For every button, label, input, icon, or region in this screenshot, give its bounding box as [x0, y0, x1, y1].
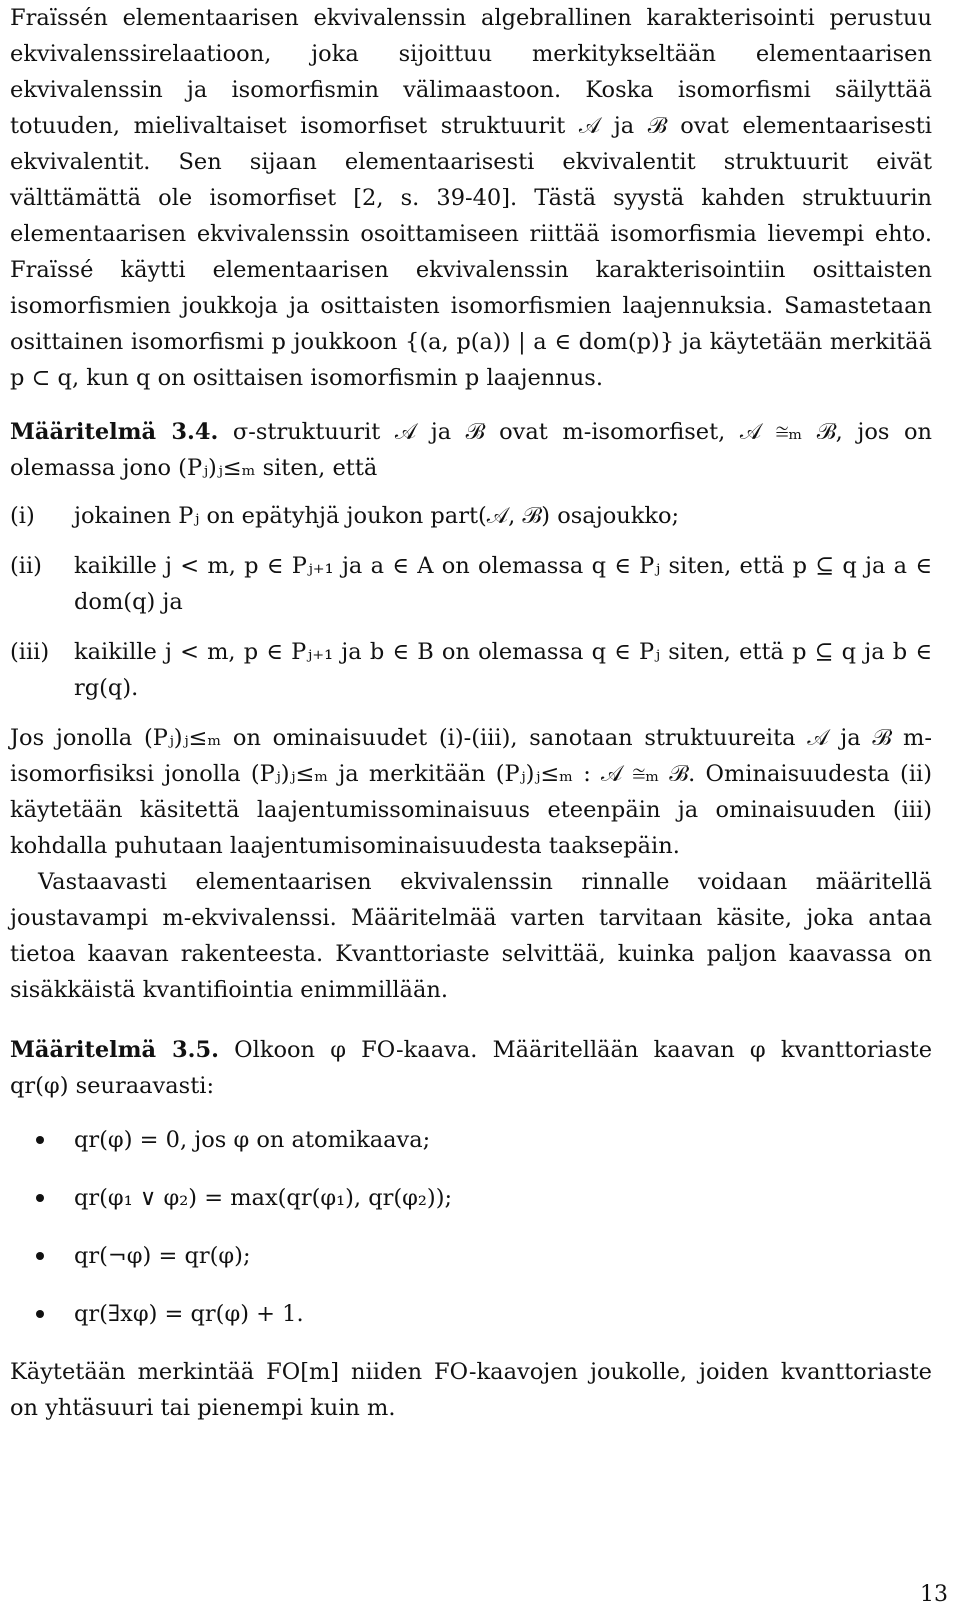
rule-text: qr(∃xφ) = qr(φ) + 1.: [74, 1301, 304, 1327]
rule-text: qr(φ) = 0, jos φ on atomikaava;: [74, 1127, 431, 1153]
condition-label: (i): [10, 503, 35, 529]
condition-ii: [10, 548, 932, 620]
definition-3-4-label: Määritelmä 3.4.: [10, 419, 219, 445]
definition-3-4-remarks: Jos jonolla (Pⱼ)ⱼ≤ₘ on ominaisuudet (i)-(iii), sanotaan struktuureita 𝒜 ja ℬ m-isomorfisiksi jonolla (Pⱼ)ⱼ≤ₘ ja merkitään (Pⱼ)ⱼ≤ₘ : 𝒜 ≅ₘ ℬ. Ominaisuudesta (ii) käytetään käsitettä laajentumissominaisuus eteenpäin ja ominaisuuden (iii) kohdalla puhutaan laajentumisominaisuudesta taaksepäin.: [10, 725, 932, 859]
quantifier-rank-rules: [10, 1122, 932, 1332]
paragraph-fo-m-notation: Käytetään merkintää FO[m] niiden FO-kaavojen joukolle, joiden kvanttoriaste on yhtäsuuri tai pienempi kuin m.: [10, 1359, 932, 1421]
definition-3-4-statement: [10, 414, 932, 486]
rule-text: qr(φ₁ ∨ φ₂) = max(qr(φ₁), qr(φ₂));: [74, 1185, 453, 1211]
bullet-icon: [36, 1136, 44, 1144]
condition-i: [10, 498, 932, 534]
bullet-icon: [36, 1252, 44, 1260]
paragraph-m-equivalence: Vastaavasti elementaarisen ekvivalenssin rinnalle voidaan määritellä joustavampi m-ekvivalenssi. Määritelmää varten tarvitaan käsite, joka antaa tietoa kaavan rakenteesta. Kvanttoriaste selvittää, kuinka paljon kaavassa on sisäkkäistä kvantifiointia enimmillään.: [10, 869, 932, 1003]
definition-3-4: [10, 414, 932, 864]
bullet-icon: [36, 1194, 44, 1202]
definition-3-5-statement: [10, 1032, 932, 1104]
rule-negation: [10, 1238, 932, 1274]
page-body: [10, 0, 932, 1426]
condition-text: jokainen Pⱼ on epätyhjä joukon part(𝒜, ℬ) osajoukko;: [74, 503, 680, 529]
condition-label: (iii): [10, 639, 50, 665]
bullet-icon: [36, 1310, 44, 1318]
paragraph-fraisse-intro: Fraïssén elementaarisen ekvivalenssin algebrallinen karakterisointi perustuu ekvivalenssirelaatioon, joka sijoittuu merkitykseltään elementaarisen ekvivalenssin ja isomorfismin välimaastoon. Koska isomorfismi säilyttää totuuden, mielivaltaiset isomorfiset struktuurit 𝒜 ja ℬ ovat elementaarisesti ekvivalentit. Sen sijaan elementaarisesti ekvivalentit struktuurit eivät välttämättä ole isomorfiset [2, s. 39-40]. Tästä syystä kahden struktuurin elementaarisen ekvivalenssin osoittamiseen riittää isomorfismia lievempi ehto. Fraïssé käytti elementaarisen ekvivalenssin karakterisointiin osittaisten isomorfismien joukkoja ja osittaisten isomorfismien laajennuksia. Samastetaan osittainen isomorfismi p joukkoon {(a, p(a)) | a ∈ dom(p)} ja käytetään merkitää p ⊂ q, kun q on osittaisen isomorfismin p laajennus.: [10, 5, 932, 391]
definition-3-4-intro: σ-struktuurit 𝒜 ja ℬ ovat m-isomorfiset, 𝒜 ≅ₘ ℬ, jos on olemassa jono (Pⱼ)ⱼ≤ₘ siten, että: [10, 419, 933, 481]
condition-iii: [10, 634, 932, 706]
rule-atomic: [10, 1122, 932, 1158]
definition-3-5: [10, 1032, 932, 1332]
definition-3-5-intro: Olkoon φ FO-kaava. Määritellään kaavan φ kvanttoriaste qr(φ) seuraavasti:: [10, 1037, 933, 1099]
definition-3-4-conditions: [10, 498, 932, 706]
condition-text: kaikille j < m, p ∈ Pⱼ₊₁ ja a ∈ A on olemassa q ∈ Pⱼ siten, että p ⊆ q ja a ∈ dom(q) ja: [74, 553, 932, 615]
definition-3-5-label: Määritelmä 3.5.: [10, 1037, 219, 1063]
condition-label: (ii): [10, 553, 42, 579]
rule-disjunction: [10, 1180, 932, 1216]
condition-text: kaikille j < m, p ∈ Pⱼ₊₁ ja b ∈ B on olemassa q ∈ Pⱼ siten, että p ⊆ q ja b ∈ rg(q).: [74, 639, 932, 701]
rule-existential: [10, 1296, 932, 1332]
page-number: 13: [920, 1582, 948, 1607]
rule-text: qr(¬φ) = qr(φ);: [74, 1243, 251, 1269]
